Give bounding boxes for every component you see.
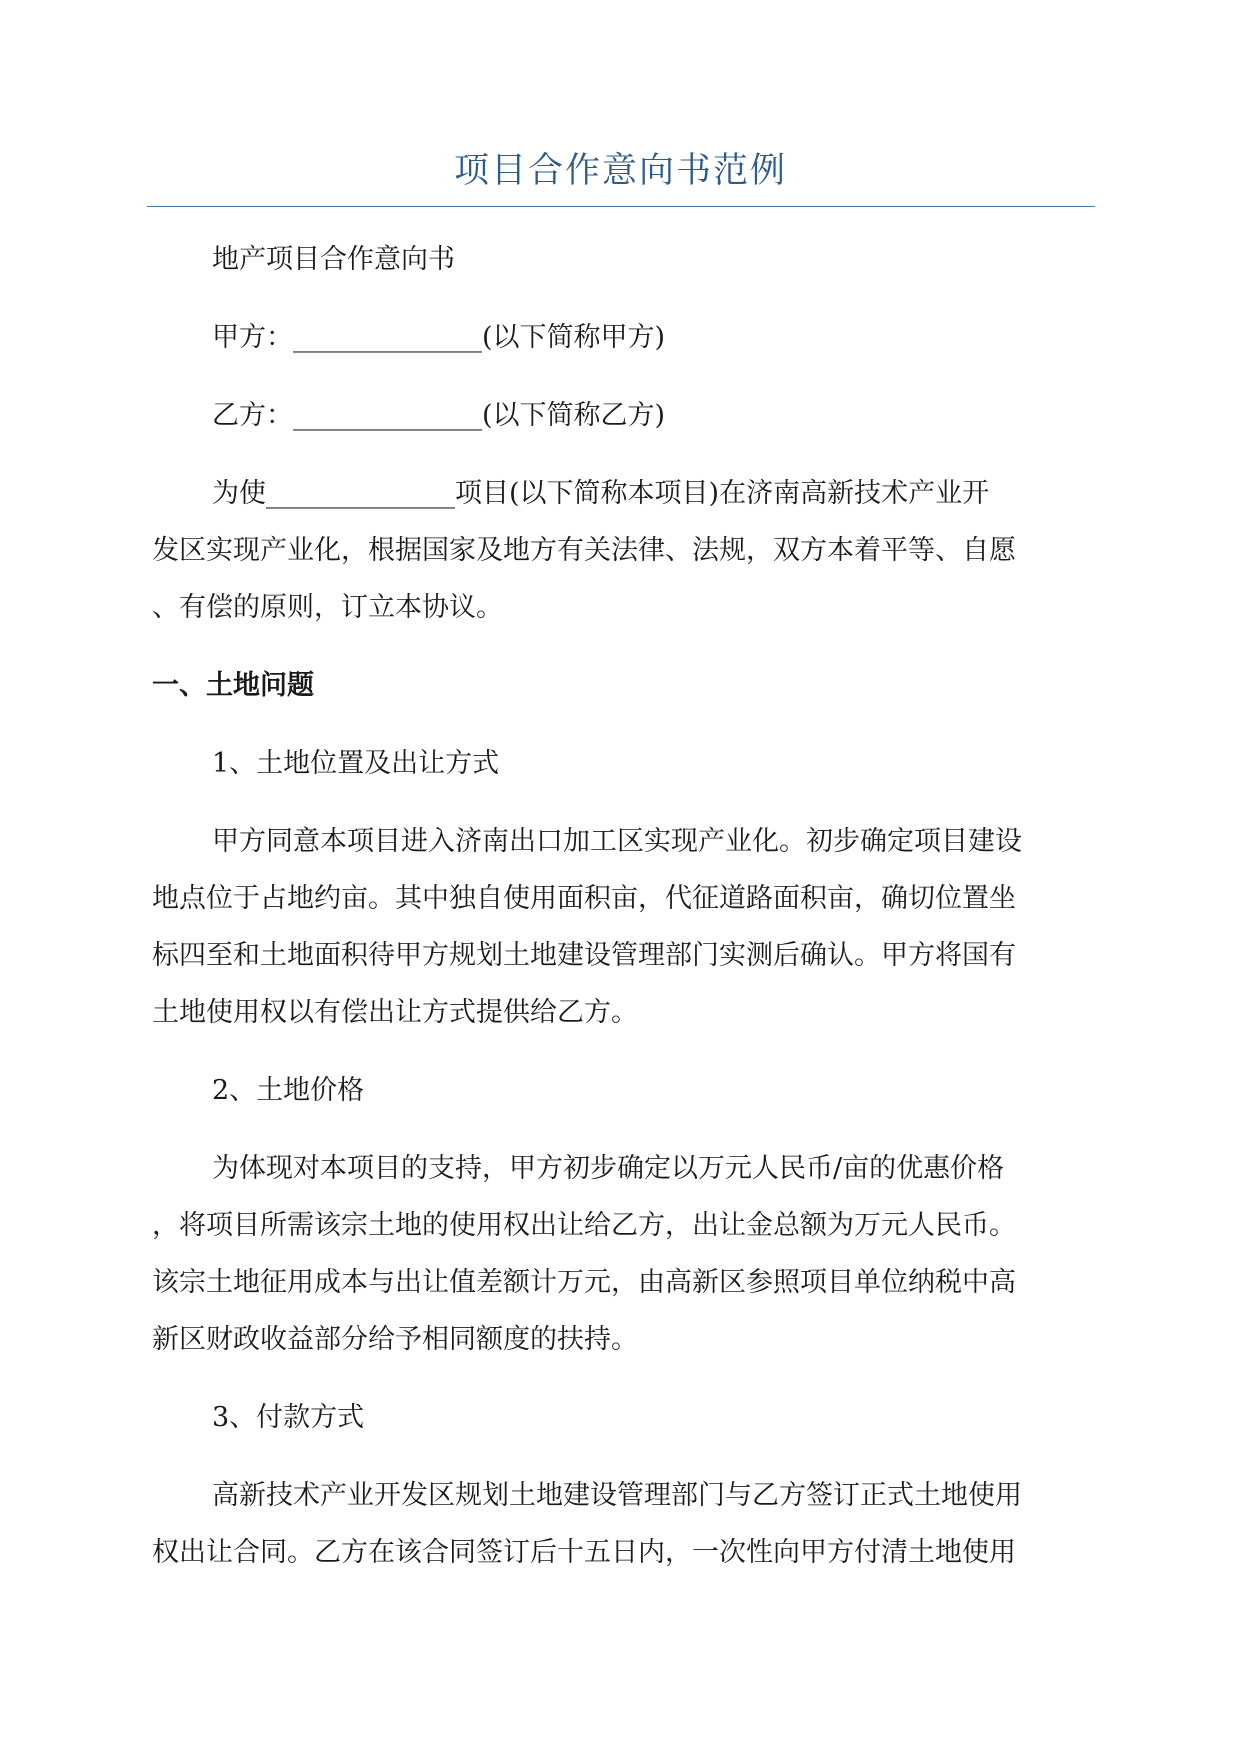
item-heading: 2、土地价格	[212, 1075, 365, 1106]
paragraph-line: 标四至和土地面积待甲方规划土地建设管理部门实测后确认。甲方将国有	[152, 940, 1016, 971]
paragraph-line: 地点位于占地约亩。其中独自使用面积亩，代征道路面积亩，确切位置坐	[152, 883, 1016, 914]
paragraph-line: 权出让合同。乙方在该合同签订后十五日内，一次性向甲方付清土地使用	[152, 1537, 1016, 1568]
intro-line: 发区实现产业化，根据国家及地方有关法律、法规，双方本着平等、自愿	[152, 535, 1016, 566]
paragraph-line: 甲方同意本项目进入济南出口加工区实现产业化。初步确定项目建设	[212, 826, 1022, 857]
paragraph-line: 高新技术产业开发区规划土地建设管理部门与乙方签订正式土地使用	[212, 1480, 1022, 1511]
party-a-line: 甲方：______________(以下简称甲方)	[212, 322, 666, 353]
item-heading: 1、土地位置及出让方式	[212, 748, 500, 779]
paragraph-line: 土地使用权以有偿出让方式提供给乙方。	[152, 997, 638, 1028]
party-b-line: 乙方：______________(以下简称乙方)	[212, 400, 666, 431]
subtitle: 地产项目合作意向书	[212, 244, 455, 275]
item-heading: 3、付款方式	[212, 1402, 365, 1433]
document-title: 项目合作意向书范例	[453, 151, 787, 191]
intro-line: 、有偿的原则，订立本协议。	[152, 592, 503, 623]
paragraph-line: 为体现对本项目的支持，甲方初步确定以万元人民币/亩的优惠价格	[212, 1153, 1005, 1184]
paragraph-line: 该宗土地征用成本与出让值差额计万元，由高新区参照项目单位纳税中高	[152, 1267, 1016, 1298]
intro-line: 为使______________项目(以下简称本项目)在济南高新技术产业开	[212, 478, 990, 509]
paragraph-line: 新区财政收益部分给予相同额度的扶持。	[152, 1324, 638, 1355]
title-underline	[147, 206, 1095, 207]
section-heading: 一、土地问题	[152, 670, 314, 701]
paragraph-line: ，将项目所需该宗土地的使用权出让给乙方，出让金总额为万元人民币。	[152, 1210, 1016, 1241]
